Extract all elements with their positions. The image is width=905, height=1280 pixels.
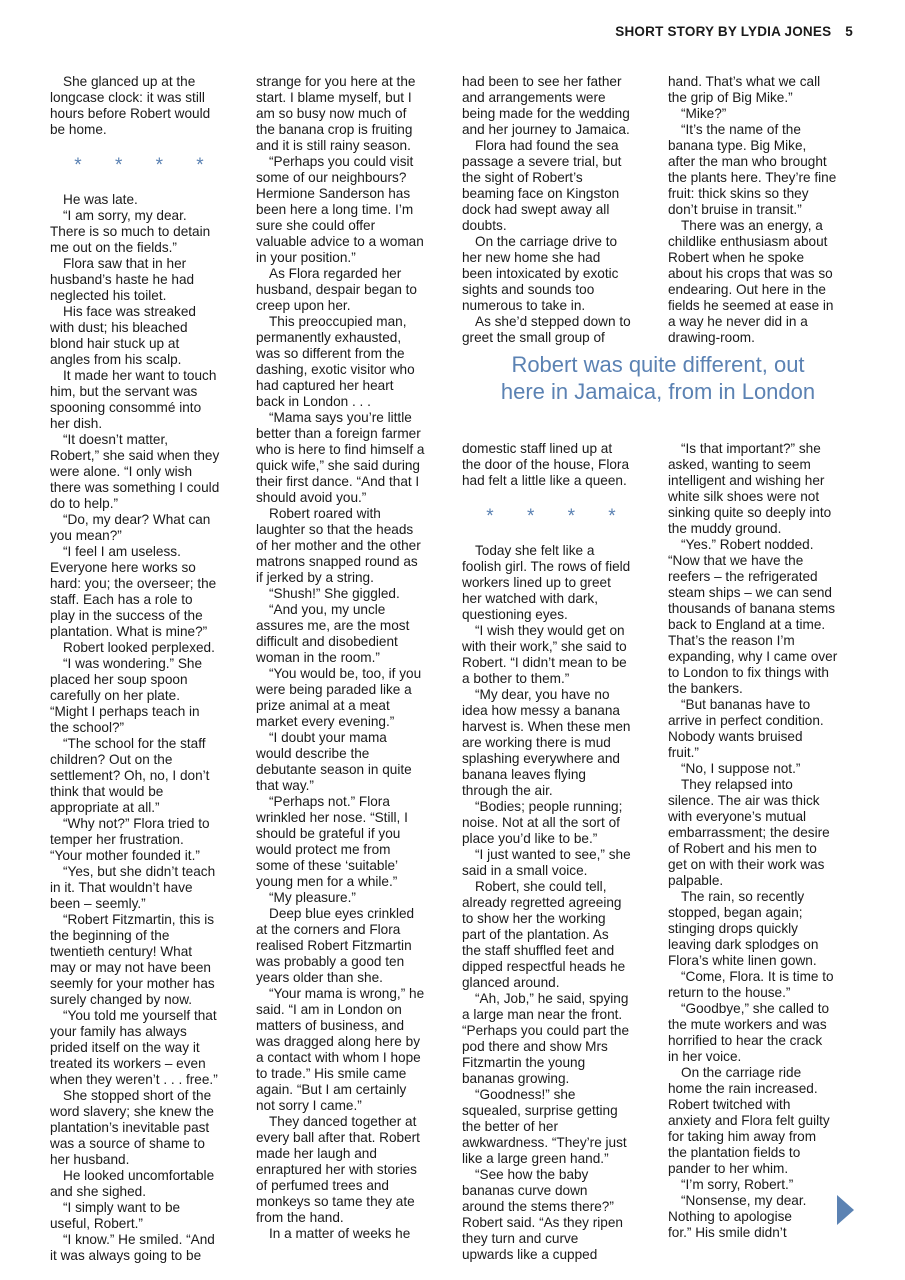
paragraph: “The school for the staff children? Out on the settlement? Oh, no, I don’t think that would be appropriate at all.” — [50, 736, 210, 815]
scene-break-separator: * * * * — [74, 155, 218, 176]
column-2-body — [256, 74, 448, 1242]
paragraph: Robert roared with laughter so that the heads of her mother and the other matrons snapped round as if jerked by a string. — [256, 506, 421, 585]
column-3-top-body — [462, 74, 654, 346]
paragraph: “Bodies; people running; noise. Not at all the sort of place you’d like to be.” — [462, 799, 623, 846]
paragraph: “I just wanted to see,” she said in a small voice. — [462, 847, 631, 878]
paragraph: In a matter of weeks he — [269, 1226, 411, 1241]
column-3-top — [462, 58, 654, 345]
paragraph: “Mike?” — [681, 106, 727, 121]
pull-quote: Robert was quite different, out here in Jamaica, from in London — [500, 352, 816, 404]
paragraph: The rain, so recently stopped, began again; stinging drops quickly leaving dark splodges on Flora’s white linen gown. — [668, 889, 819, 968]
paragraph: “Your mama is wrong,” he said. “I am in London on matters of business, and was dragged along here by a contact with whom I hope to trade.” His smile came again. “But I am certainly not sorry I came.” — [256, 986, 425, 1113]
paragraph: “I am sorry, my dear. There is so much to detain me out on the fields.” — [50, 208, 211, 255]
paragraph: She glanced up at the longcase clock: it was still hours before Robert would be home. — [50, 74, 211, 137]
column-1-intro — [50, 74, 242, 138]
column-4-top-body — [668, 74, 860, 346]
paragraph: He looked uncomfortable and she sighed. — [50, 1168, 215, 1199]
paragraph: “Do, my dear? What can you mean?” — [50, 512, 211, 543]
paragraph: She stopped short of the word slavery; she knew the plantation’s inevitable past was a source of shame to her husband. — [50, 1088, 214, 1167]
paragraph: “I doubt your mama would describe the debutante season in quite that way.” — [256, 730, 412, 793]
paragraph: “You would be, too, if you were being paraded like a prize animal at a meat market every evening.” — [256, 666, 422, 729]
paragraph: “Robert Fitzmartin, this is the beginning of the twentieth century! What may or may not have been seemly for your mother has surely changed by now. — [50, 912, 215, 1007]
scene-break-separator-2: * * * * — [486, 506, 630, 527]
paragraph: “Goodness!” she squealed, surprise getting the better of her awkwardness. “They’re just like a large green hand.” — [462, 1087, 627, 1166]
paragraph: Flora had found the sea passage a severe trial, but the sight of Robert’s beaming face on Kingston dock had swept away all doubts. — [462, 138, 622, 233]
paragraph: “I simply want to be useful, Robert.” — [50, 1200, 181, 1231]
paragraph: “I’m sorry, Robert.” — [681, 1177, 794, 1192]
paragraph: His face was streaked with dust; his bleached blond hair stuck up at angles from his scalp. — [50, 304, 196, 367]
paragraph: They relapsed into silence. The air was thick with everyone’s mutual embarrassment; the desire of Robert and his men to get on with their work was palpable. — [668, 777, 830, 888]
paragraph: “I wish they would get on with their work,” she said to Robert. “I didn’t mean to be a bother to them.” — [462, 623, 627, 686]
paragraph: “Is that important?” she asked, wanting to seem intelligent and wishing her white silk shoes were not sinking quite so deeply into the muddy ground. — [668, 441, 832, 536]
paragraph: “It doesn’t matter, Robert,” she said when they were alone. “I only wish there was something I could do to help.” — [50, 432, 220, 511]
paragraph: He was late. — [63, 192, 138, 207]
paragraph: On the carriage drive to her new home she had been intoxicated by exotic sights and sounds too numerous to take in. — [462, 234, 619, 313]
running-title: SHORT STORY BY LYDIA JONES — [615, 24, 832, 39]
paragraph: This preoccupied man, permanently exhausted, was so different from the dashing, exotic visitor who had captured her heart back in London . . . — [256, 314, 415, 409]
paragraph: “I feel I am useless. Everyone here works so hard: you; the overseer; the staff. Each has a role to play in the success of the plantation. What is mine?” — [50, 544, 217, 639]
paragraph: “No, I suppose not.” — [681, 761, 801, 776]
paragraph: “I know.” He smiled. “And it was always going to be — [50, 1232, 215, 1263]
paragraph: “Shush!” She giggled. — [269, 586, 400, 601]
paragraph: strange for you here at the start. I blame myself, but I am so busy now much of the banana crop is fruiting and it is still rainy season. — [256, 74, 416, 153]
paragraph: “Come, Flora. It is time to return to the house.” — [668, 969, 834, 1000]
paragraph: “See how the baby bananas curve down around the stems there?” Robert said. “As they ripen they turn and curve upwards like a cupped — [462, 1167, 623, 1262]
paragraph: There was an energy, a childlike enthusiasm about Robert when he spoke about his crops that was so endearing. Out here in the fields he seemed at ease in a way he never did in a drawing-room. — [668, 218, 834, 345]
paragraph: On the carriage ride home the rain increased. Robert twitched with anxiety and Flora felt guilty for taking him away from the plantation fields to pander to her whim. — [668, 1065, 830, 1176]
column-4-bottom — [668, 425, 860, 1240]
continue-arrow-icon[interactable] — [837, 1195, 854, 1225]
paragraph: “Perhaps not.” Flora wrinkled her nose. “Still, I should be grateful if you would protect me from some of these ‘suitable’ young men for a while.” — [256, 794, 408, 889]
paragraph: had been to see her father and arrangements were being made for the wedding and her journey to Jamaica. — [462, 74, 630, 137]
column-4-bottom-body — [668, 441, 860, 1241]
paragraph: As she’d stepped down to greet the small group of — [462, 314, 631, 345]
column-3-bottom — [462, 425, 654, 1262]
paragraph: hand. That’s what we call the grip of Big Mike.” — [668, 74, 821, 105]
page-number: 5 — [845, 24, 853, 39]
paragraph: “It’s the name of the banana type. Big Mike, after the man who brought the plants here. They’re fine fruit: thick skins so they don’t bruise in transit.” — [668, 122, 837, 217]
paragraph: “Yes.” Robert nodded. “Now that we have the reefers – the refrigerated steam ships – we can send thousands of banana stems back to England at a time. That’s the reason I’m expanding, why I came over to London to fix things with the bankers. — [668, 537, 838, 696]
column-3-bottom-body — [462, 543, 654, 1263]
paragraph: Robert looked perplexed. — [63, 640, 215, 655]
paragraph: “You told me yourself that your family has always prided itself on the way it treated its workers – even when they weren’t . . . free.” — [50, 1008, 218, 1087]
page-header — [0, 24, 853, 39]
paragraph: “And you, my uncle assures me, are the most difficult and disobedient woman in the room.” — [256, 602, 410, 665]
paragraph: “My pleasure.” — [269, 890, 356, 905]
paragraph: They danced together at every ball after that. Robert made her laugh and enraptured her with stories of perfumed trees and monkeys so tame they ate from the hand. — [256, 1114, 420, 1225]
paragraph: “Mama says you’re little better than a foreign farmer who is here to find himself a quick wife,” she said during their first dance. “And that I should avoid you.” — [256, 410, 425, 505]
paragraph: “I was wondering.” She placed her soup spoon carefully on her plate. “Might I perhaps teach in the school?” — [50, 656, 203, 735]
paragraph: “Why not?” Flora tried to temper her frustration. “Your mother founded it.” — [50, 816, 210, 863]
column-1 — [50, 58, 242, 1263]
paragraph: Robert, she could tell, already regretted agreeing to show her the working part of the plantation. As the staff shuffled feet and dipped respectful heads he glanced around. — [462, 879, 626, 990]
paragraph: “Perhaps you could visit some of our neighbours? Hermione Sanderson has been here a long time. I’m sure she could offer valuable advice to a woman in your position.” — [256, 154, 424, 265]
column-4-top — [668, 58, 860, 345]
paragraph: “Nonsense, my dear. Nothing to apologise for.” His smile didn’t — [668, 1193, 807, 1240]
paragraph: Today she felt like a foolish girl. The rows of field workers lined up to greet her watched with dark, questioning eyes. — [462, 543, 631, 622]
paragraph: “But bananas have to arrive in perfect condition. Nobody wants bruised fruit.” — [668, 697, 824, 760]
paragraph: Deep blue eyes crinkled at the corners and Flora realised Robert Fitzmartin was probably a good ten years older than she. — [256, 906, 415, 985]
paragraph: “Ah, Job,” he said, spying a large man near the front. “Perhaps you could part the pod there and show Mrs Fitzmartin the young bananas growing. — [462, 991, 630, 1086]
paragraph: It made her want to touch him, but the servant was spooning consommé into her dish. — [50, 368, 217, 431]
paragraph: “Yes, but she didn’t teach in it. That wouldn’t have been – seemly.” — [50, 864, 216, 911]
column-2 — [256, 58, 448, 1241]
column-1-body — [50, 192, 242, 1264]
column-3-continuation: domestic staff lined up at the door of the house, Flora had felt a little like a queen. — [462, 441, 630, 488]
paragraph: Flora saw that in her husband’s haste he had neglected his toilet. — [50, 256, 195, 303]
paragraph: As Flora regarded her husband, despair began to creep upon her. — [256, 266, 417, 313]
paragraph: “Goodbye,” she called to the mute workers and was horrified to hear the crack in her voice. — [668, 1001, 830, 1064]
paragraph: “My dear, you have no idea how messy a banana harvest is. When these men are working there is mud splashing everywhere and banana leaves flying through the air. — [462, 687, 631, 798]
